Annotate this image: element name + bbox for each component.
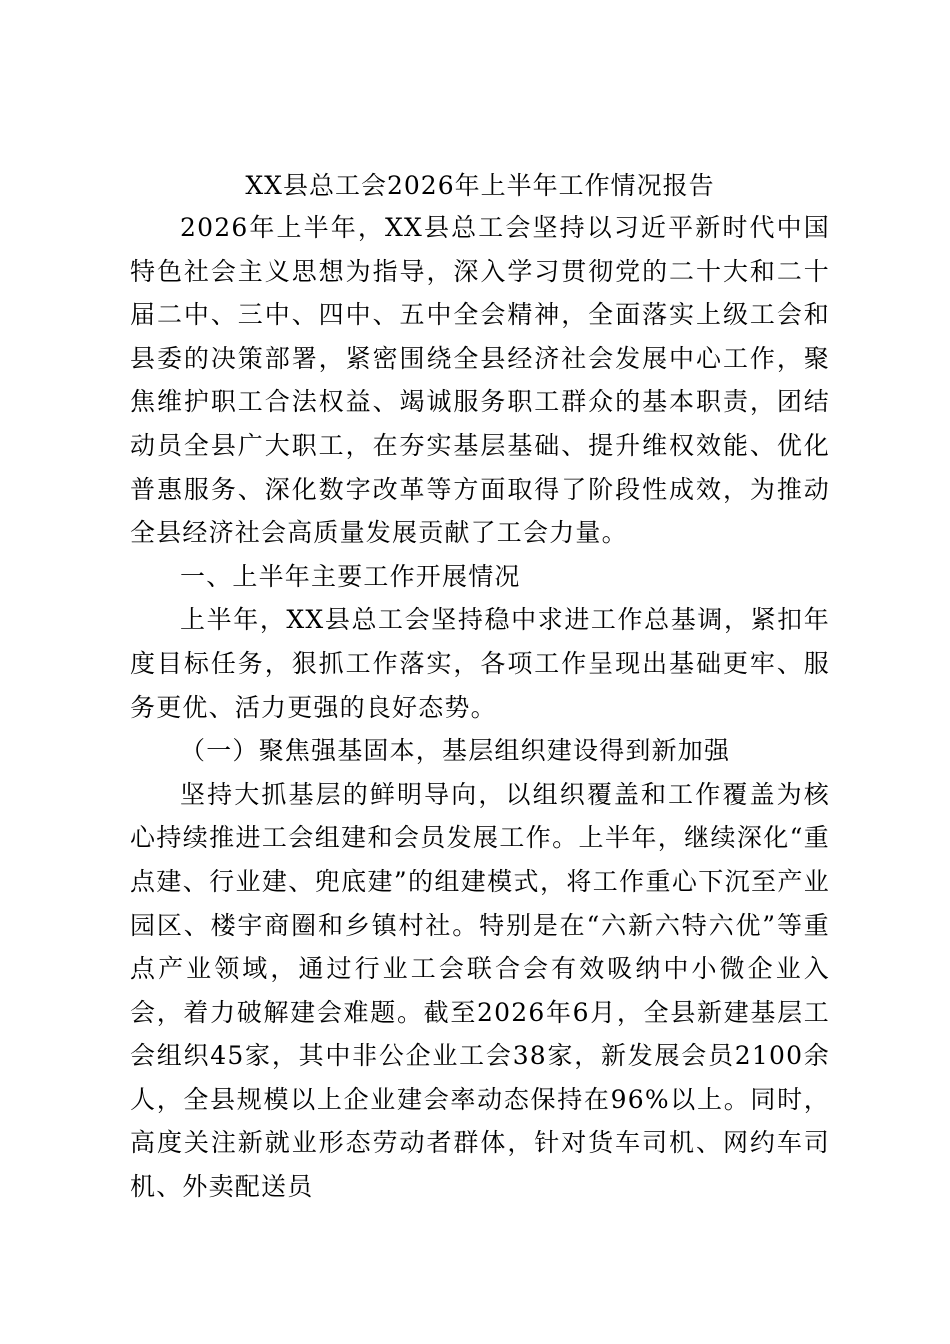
- section-heading-1: 一、上半年主要工作开展情况: [180, 561, 521, 591]
- subsection-1-paragraph: 坚持大抓基层的鲜明导向，以组织覆盖和工作覆盖为核心持续推进工会组建和会员发展工作。上半年，继续深化“重点建、行业建、兜底建”的组建模式，将工作重心下沉至产业园区、楼宇商圈和乡镇村社。特别是在“六新六特六优”等重点产业领域，通过行业工会联合会有效吸纳中小微企业入会，着力破解建会难题。截至2026年6月，全县新建基层工会组织45家，其中非公企业工会38家，新发展会员2100余人，全县规模以上企业建会率动态保持在96%以上。同时，高度关注新就业形态劳动者群体，针对货车司机、网约车司机、外卖配送员: [130, 779, 830, 1202]
- section-1-paragraph: 上半年，XX县总工会坚持稳中求进工作总基调，紧扣年度目标任务，狠抓工作落实，各项工作呈现出基础更牢、服务更优、活力更强的良好态势。: [130, 605, 830, 722]
- document-body: [130, 206, 830, 1209]
- subsection-heading-1: （一）聚焦强基固本，基层组织建设得到新加强: [180, 736, 731, 766]
- document-title: XX县总工会2026年上半年工作情况报告: [245, 171, 715, 200]
- intro-paragraph: 2026年上半年，XX县总工会坚持以习近平新时代中国特色社会主义思想为指导，深入学习贯彻党的二十大和二十届二中、三中、四中、五中全会精神，全面落实上级工会和县委的决策部署，紧密围绕全县经济社会发展中心工作，聚焦维护职工合法权益、竭诚服务职工群众的基本职责，团结动员全县广大职工，在夯实基层基础、提升维权效能、优化普惠服务、深化数字改革等方面取得了阶段性成效，为推动全县经济社会高质量发展贡献了工会力量。: [130, 213, 830, 548]
